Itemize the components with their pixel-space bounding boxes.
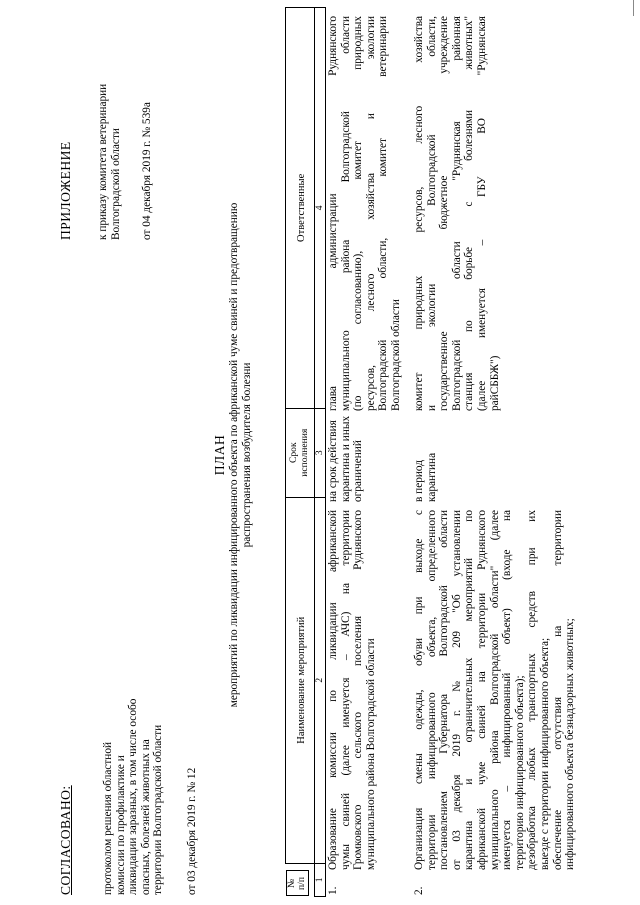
- row1-resp: [327, 16, 403, 411]
- row1-name-line: муниципального района Волгоградской области: [364, 638, 377, 870]
- row2-name-line: обеспечение отсутствия на территории: [551, 510, 564, 870]
- row1-term-line: на срок действия: [327, 420, 339, 502]
- row1-name-line: чумы свиней (далее именуется – АЧС) на территории: [339, 510, 352, 870]
- header-term-line: Срок: [288, 442, 300, 464]
- row2-name-line: выезде с территории инфицированного объекта;: [538, 637, 551, 870]
- plan-subtitle-line: мероприятий по ликвидации инфицированного объекта по африканской чуме свиней и предотвращению: [228, 202, 240, 708]
- approved-line: комиссии по профилактике и: [114, 755, 127, 895]
- row2-name-line: территории инфицированного объекта, определенного: [425, 510, 438, 870]
- plan-title: ПЛАН: [212, 434, 227, 476]
- row1-resp-line: (по согласованию), комитет природных: [352, 16, 365, 411]
- row2-name-line: муниципального района Волгоградской области" (далее: [488, 510, 501, 870]
- page-edge-mark: [633, 0, 634, 16]
- approved-date: от 03 декабря 2019 г. № 12: [186, 767, 198, 895]
- appendix-block: [97, 10, 122, 240]
- row1-name: [327, 510, 377, 870]
- row1-resp-line: Волгоградской области: [389, 299, 402, 411]
- colnum: 2: [315, 497, 326, 863]
- approved-line: опасных, болезней животных на: [139, 739, 152, 895]
- row2-name-line: территорию инфицированного объекта);: [513, 675, 526, 870]
- plan-table: [285, 7, 326, 897]
- row1-name-line: Образование комиссии по ликвидации африканской: [327, 510, 339, 870]
- row2-name-line: инфицированного объекта безнадзорных животных;: [564, 618, 577, 870]
- row2-name-line: от 03 декабря 2019 г. № 209 "Об установлении: [450, 510, 463, 870]
- plan-subtitle: [228, 5, 253, 905]
- table-header-row: [286, 8, 315, 897]
- row2-resp-line: комитет природных ресурсов, лесного хозяйства: [413, 16, 425, 411]
- header-resp-text: Ответственные: [296, 173, 307, 242]
- colnum: 4: [315, 8, 326, 409]
- header-term-line: исполнения: [299, 428, 310, 477]
- row2-name: [413, 510, 577, 870]
- header-num-line: №: [285, 878, 297, 889]
- row2-name-line: дезобработка любых транспортных средств при их: [526, 510, 539, 870]
- approved-line: ликвидации заразных, в том числе особо: [127, 698, 140, 895]
- row1-term-line: карантина и иных: [339, 415, 352, 502]
- row2-name-line: карантина и ограничительных мероприятий по: [463, 510, 476, 870]
- row2-term: [413, 412, 438, 502]
- appendix-date: от 04 декабря 2019 г. № 539а: [141, 102, 153, 240]
- row2-resp-line: и экологии Волгоградской области,: [425, 16, 438, 411]
- appendix-heading: ПРИЛОЖЕНИЕ: [58, 141, 73, 240]
- row2-num: 2.: [413, 886, 425, 895]
- row1-resp-line: ресурсов, лесного хозяйства и экологии: [364, 16, 377, 411]
- row2-name-line: африканской чуме свиней на территории Руднянского: [475, 510, 488, 870]
- row2-resp-line: станция по борьбе с болезнями животных": [463, 16, 476, 411]
- row1-name-line: Громковского сельского поселения Руднянского: [352, 510, 365, 870]
- row2-resp-line: государственное бюджетное учреждение: [438, 16, 451, 411]
- row2-name-line: постановлением Губернатора Волгоградской области: [438, 510, 451, 870]
- rotated-sheet: [0, 5, 610, 905]
- approved-line: протоколом решения областной: [102, 741, 114, 895]
- appendix-line: Волгоградской области: [109, 128, 122, 240]
- row1-resp-line: Волгоградской области, комитет ветеринарии: [377, 16, 390, 411]
- colnum: 3: [315, 408, 326, 497]
- row1-term-line: ограничений: [352, 440, 365, 502]
- table-colnum-row: [315, 8, 326, 897]
- colnum: 1: [315, 863, 326, 896]
- row1-resp-line: глава администрации Руднянского: [327, 16, 339, 411]
- header-term: [286, 408, 315, 497]
- row2-resp-line: (далее именуется – ГБУ ВО "Руднянская: [475, 16, 488, 411]
- row2-resp-line: Волгоградской области "Руднянская районная: [450, 16, 463, 411]
- header-num-line: п/п: [296, 877, 308, 890]
- approved-line: территории Волгоградской области: [152, 724, 165, 895]
- row1-resp-line: муниципального района Волгоградской области: [339, 16, 352, 411]
- row1-term: [327, 412, 365, 502]
- plan-subtitle-line: распространения возбудителя болезни: [240, 362, 253, 548]
- row2-resp: [413, 16, 501, 411]
- row2-term-line: в период карантина: [413, 452, 438, 502]
- header-name-text: Наименование мероприятий: [296, 616, 307, 744]
- approved-block: [102, 605, 165, 895]
- row1-num: 1.: [327, 886, 339, 895]
- header-name: [286, 497, 315, 863]
- header-resp: [286, 8, 315, 409]
- row2-name-line: Организация смены одежды, обуви при выходе с: [413, 510, 425, 870]
- appendix-line: к приказу комитета ветеринарии: [97, 83, 109, 240]
- header-num: [286, 871, 310, 897]
- row2-resp-line: райСББЖ"): [488, 355, 501, 411]
- approved-heading: СОГЛАСОВАНО:: [58, 785, 73, 895]
- row2-name-line: именуется – инфицированный объект) (входе на: [501, 510, 514, 870]
